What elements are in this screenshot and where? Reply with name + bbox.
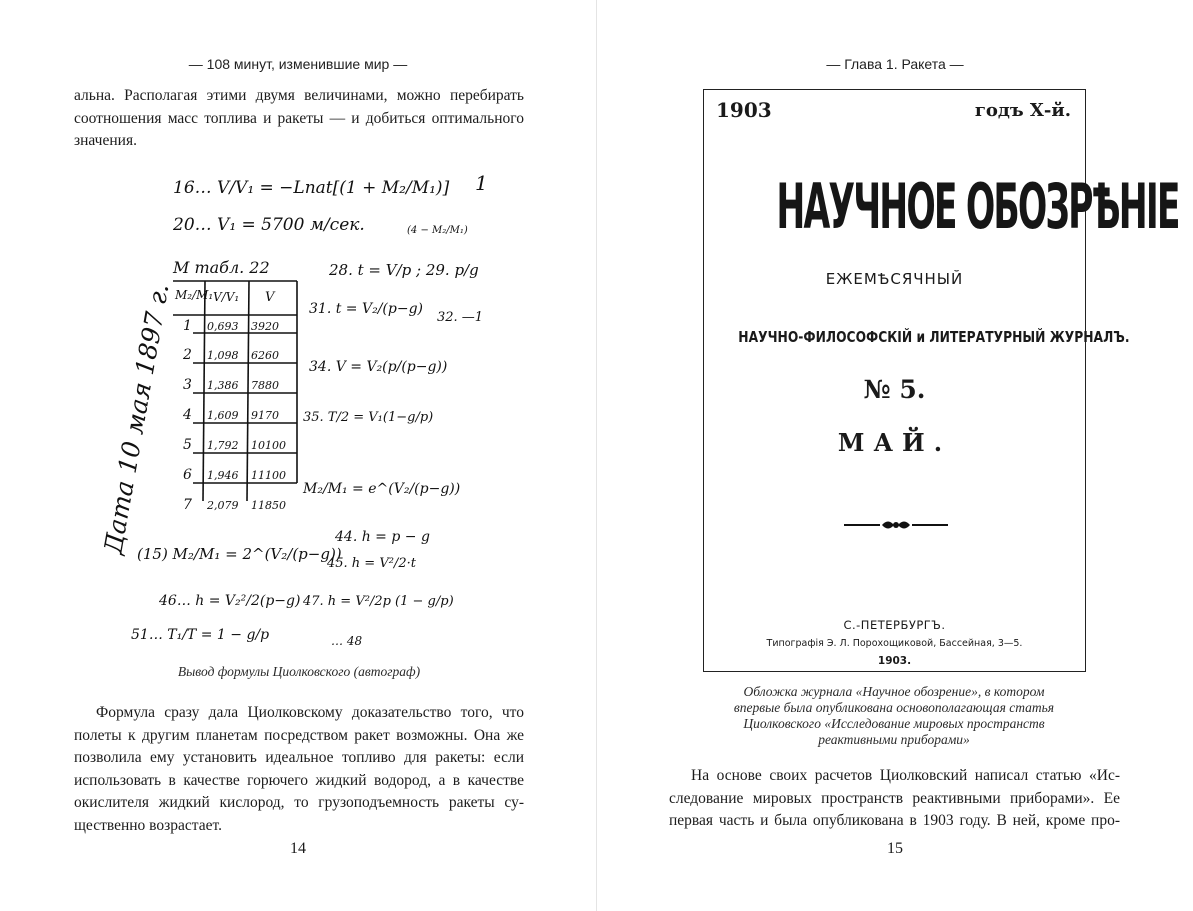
manuscript-eq-35: 35. T/2 = V₁(1−g/p): [303, 410, 434, 425]
table-col-v: V: [265, 290, 275, 305]
caption-line: впервые была опубликована основополагающая статья: [733, 700, 1055, 715]
table-row: [182, 347, 279, 363]
manuscript-eq-32: 32. —1: [437, 310, 484, 325]
svg-text:2,079: 2,079: [207, 499, 239, 512]
manuscript-eq-45: 45. h = V²/2·t: [327, 556, 416, 571]
svg-text:6: 6: [183, 467, 192, 483]
cover-printer: Типографія Э. Л. Порохощиковой, Бассейная, 3—5.: [766, 638, 1023, 649]
manuscript-eq-28: 28. t = V/p ; 29. p/g: [329, 261, 479, 279]
manuscript-margin-note: (4 − M₂/M₁): [407, 225, 468, 236]
svg-text:11850: 11850: [251, 499, 286, 512]
svg-text:3920: 3920: [251, 320, 279, 333]
manuscript-eq-15: (15) M₂/M₁ = 2^(V₂/(p−g)): [137, 545, 342, 563]
svg-text:6260: 6260: [251, 349, 279, 362]
page-number-left: 14: [290, 840, 306, 857]
text-line: следование мировых пространств реактивными приборами». Ее: [669, 789, 1120, 807]
svg-text:0,693: 0,693: [207, 320, 239, 333]
svg-text:1,386: 1,386: [207, 379, 239, 392]
manuscript-eq-31: 31. t = V₂/(p−g): [309, 301, 423, 317]
figure-caption-right: [706, 684, 1082, 748]
cover-print-year: 1903.: [877, 655, 912, 667]
cover-monthly: ЕЖЕМѢСЯЧНЫЙ: [825, 270, 964, 288]
svg-text:1,946: 1,946: [207, 469, 239, 482]
text-line: позволила ему установить идеальное топливо для ракеты: если: [74, 749, 524, 766]
running-head-right: — Глава 1. Ракета —: [826, 56, 964, 72]
svg-text:1,609: 1,609: [207, 409, 239, 422]
text-line: Формула сразу дала Циолковскому доказательство того, что: [96, 704, 524, 721]
manuscript-eq-47: 47. h = V²/2p (1 − g/p): [303, 594, 454, 609]
cover-title: НАУЧНОЕ ОБОЗРѢНІЕ: [776, 170, 1179, 243]
svg-text:7: 7: [183, 497, 192, 513]
table-row: [183, 467, 286, 483]
text-line: щественно возрастает.: [74, 816, 222, 834]
cover-year: 1903: [716, 98, 772, 122]
table-col-vratio: V/V₁: [213, 290, 240, 304]
cover-volume: годъ Х-й.: [974, 100, 1071, 121]
journal-cover: [703, 89, 1179, 672]
paragraph-formula: [74, 702, 524, 837]
running-head-left: — 108 минут, изменившие мир —: [188, 56, 408, 72]
svg-text:4: 4: [183, 407, 192, 423]
ornament-icon: [844, 518, 948, 532]
cover-issue-number: № 5.: [863, 375, 926, 404]
tsiolkovsky-manuscript: [97, 163, 521, 655]
caption-line: Обложка журнала «Научное обозрение», в котором: [743, 684, 1045, 699]
manuscript-page-number: 1: [475, 171, 488, 195]
svg-text:3: 3: [183, 377, 192, 393]
table-col-ratio: М₂/М₁: [175, 288, 214, 302]
paragraph-article: [669, 765, 1120, 833]
text-line: полеты к другим планетам посредством ракет возможны. Она же: [74, 726, 524, 744]
page-number-right: 15: [887, 840, 903, 857]
figure-caption-left: Вывод формулы Циолковского (автограф): [177, 664, 421, 679]
text-line: значения.: [74, 132, 137, 149]
table-row: [182, 407, 279, 423]
manuscript-line-20: 20… V₁ = 5700 м/сек.: [173, 215, 365, 235]
manuscript-eq-48: … 48: [331, 634, 363, 648]
text-line: использовать в качестве горючего жидкий водород, а в качестве: [74, 771, 524, 789]
manuscript-eq-44: 44. h = p − g: [335, 529, 430, 545]
text-line: соотношения масс топлива и ракеты — и добиться оптимального: [74, 109, 524, 127]
svg-text:11100: 11100: [251, 469, 286, 482]
text-line: альна. Располагая этими двумя величинами, можно перебирать: [74, 87, 524, 104]
paragraph-intro: [74, 85, 524, 153]
table-row: [183, 497, 286, 513]
svg-text:1,098: 1,098: [207, 349, 239, 362]
svg-text:5: 5: [183, 437, 192, 453]
manuscript-eq-34: 34. V = V₂(p/(p−g)): [309, 359, 448, 375]
cover-subtitle: НАУЧНО-ФИЛОСОФСКІЙ и ЛИТЕРАТУРНЫЙ ЖУРНАЛЪ.: [738, 328, 1130, 346]
caption-line: реактивными приборами»: [818, 732, 970, 747]
cover-month: МАЙ.: [837, 428, 952, 457]
svg-text:2: 2: [183, 347, 192, 363]
left-page: [0, 0, 596, 911]
svg-text:7880: 7880: [251, 379, 279, 392]
caption-line: Циолковского «Исследование мировых пространств: [743, 716, 1045, 731]
table-row: [183, 318, 279, 334]
manuscript-eq-51: 51… T₁/T = 1 − g/p: [131, 627, 270, 643]
svg-text:1: 1: [183, 318, 192, 334]
manuscript-line-16: 16… V/V₁ = −Lnat[(1 + M₂/M₁)]: [173, 178, 450, 198]
table-row: [183, 377, 279, 393]
text-line: первая часть и была опубликована в 1903 году. В ней, кроме про-: [669, 812, 1120, 829]
table-row: [183, 437, 286, 453]
text-line: На основе своих расчетов Циолковский написал статью «Ис-: [691, 767, 1120, 784]
svg-text:1,792: 1,792: [207, 439, 239, 452]
manuscript-date-note: Дата 10 мая 1897 г.: [98, 281, 175, 557]
text-line: окислителя жидкий кислород, то грузоподъемность ракеты су-: [74, 794, 524, 811]
svg-text:9170: 9170: [251, 409, 279, 422]
manuscript-eq-46: 46… h = V₂²/2(p−g): [159, 593, 301, 609]
manuscript-eq-mid: M₂/M₁ = e^(V₂/(p−g)): [303, 481, 461, 497]
cover-city: С.-ПЕТЕРБУРГЪ.: [843, 618, 946, 632]
svg-text:10100: 10100: [251, 439, 286, 452]
manuscript-table-heading: М табл. 22: [173, 258, 270, 277]
